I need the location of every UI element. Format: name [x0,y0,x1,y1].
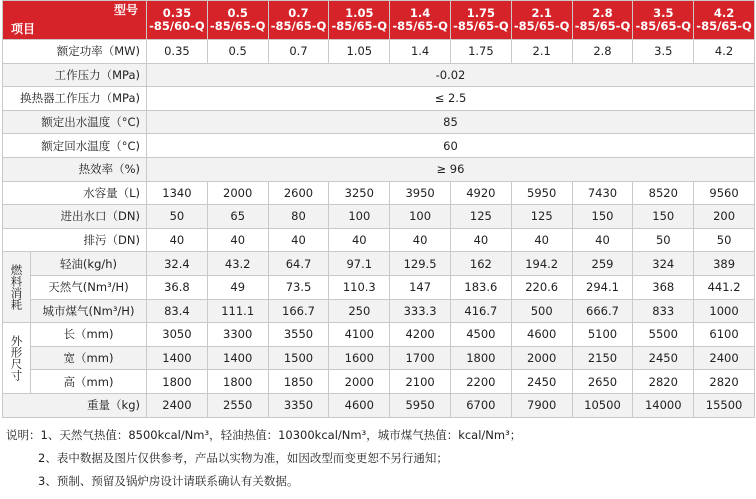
row-inlet-outlet [3,205,755,229]
cell: 50 [147,205,208,229]
cell: 389 [694,252,755,276]
cell: 0.35 [147,40,208,64]
row-label: 工作压力（MPa) [3,63,147,87]
cell: 7430 [572,181,633,205]
row-light-oil [3,252,755,276]
cell: 2650 [572,370,633,394]
row-label: 水容量（L) [3,181,147,205]
note-1: 说明：1、天然气热值：8500kcal/Nm³，轻油热值：10300kcal/Nm³，城市煤气热值：kcal/Nm³； [6,427,522,442]
cell: 259 [572,252,633,276]
cell: 125 [450,205,511,229]
cell: 2450 [511,370,572,394]
cell: 1800 [147,370,208,394]
cell: 1400 [147,346,208,370]
cell: 110.3 [329,275,390,299]
cell: 1000 [694,299,755,323]
cell: 194.2 [511,252,572,276]
cell: 3050 [147,323,208,347]
row-label: 城市煤气(Nm³/H) [31,299,147,323]
cell: 324 [633,252,694,276]
note-3: 3、预制、预留及锅炉房设计请联系确认有关数据。 [38,473,299,488]
model-column-header: 1.75 -85/65-Q [450,1,511,40]
model-column-header: 1.05 -85/65-Q [329,1,390,40]
row-width [3,346,755,370]
row-label: 高（mm) [31,370,147,394]
cell: 36.8 [147,275,208,299]
cell: 3550 [268,323,329,347]
cell: 200 [694,205,755,229]
cell: 166.7 [268,299,329,323]
cell: 83.4 [147,299,208,323]
cell: 40 [207,228,268,252]
cell: 40 [268,228,329,252]
cell: 333.3 [390,299,451,323]
cell: 4500 [450,323,511,347]
model-header-label: 型号 [113,3,138,17]
item-header-label: 项目 [11,22,36,36]
cell: 368 [633,275,694,299]
cell: 43.2 [207,252,268,276]
cell: 220.6 [511,275,572,299]
merged-cell: ≥ 96 [147,157,755,181]
cell: 150 [633,205,694,229]
cell: 1800 [450,346,511,370]
cell: 2100 [390,370,451,394]
merged-cell: 60 [147,134,755,158]
cell: 0.5 [207,40,268,64]
cell: 250 [329,299,390,323]
fuel-group-label: 燃料消耗 [3,252,31,323]
cell: 4100 [329,323,390,347]
row-work-pressure [3,63,755,87]
row-city-gas [3,299,755,323]
cell: 1700 [390,346,451,370]
cell: 9560 [694,181,755,205]
model-column-header: 4.2 -85/65-Q [694,1,755,40]
cell: 3.5 [633,40,694,64]
row-label: 宽（mm) [31,346,147,370]
row-label: 排污（DN) [3,228,147,252]
cell: 2000 [329,370,390,394]
row-label: 天然气(Nm³/H) [31,275,147,299]
model-column-header: 2.8 -85/65-Q [572,1,633,40]
cell: 4600 [329,393,390,417]
cell: 40 [572,228,633,252]
cell: 2400 [694,346,755,370]
cell: 40 [511,228,572,252]
row-label: 额定功率（MW) [3,40,147,64]
cell: 500 [511,299,572,323]
cell: 1.75 [450,40,511,64]
cell: 1.05 [329,40,390,64]
model-column-header: 0.7 -85/65-Q [268,1,329,40]
row-hx-pressure [3,87,755,111]
cell: 0.7 [268,40,329,64]
cell: 3250 [329,181,390,205]
row-height [3,370,755,394]
cell: 5950 [390,393,451,417]
cell: 7900 [511,393,572,417]
cell: 147 [390,275,451,299]
row-rated-power [3,40,755,64]
header-row [3,1,755,40]
cell: 80 [268,205,329,229]
spec-table [2,0,755,418]
cell: 183.6 [450,275,511,299]
row-length [3,323,755,347]
cell: 1400 [207,346,268,370]
notes-section [6,424,756,493]
row-efficiency [3,157,755,181]
cell: 10500 [572,393,633,417]
cell: 833 [633,299,694,323]
row-drain [3,228,755,252]
cell: 4920 [450,181,511,205]
cell: 441.2 [694,275,755,299]
cell: 2820 [694,370,755,394]
cell: 100 [329,205,390,229]
row-water-capacity [3,181,755,205]
cell: 2000 [511,346,572,370]
cell: 1600 [329,346,390,370]
cell: 666.7 [572,299,633,323]
note-2: 2、表中数据及图片仅供参考，产品以实物为准，如因改型而变更恕不另行通知； [38,450,448,465]
row-label: 重量（kg) [3,393,147,417]
size-group-label: 外形尺寸 [3,323,31,394]
row-label: 换热器工作压力（MPa) [3,87,147,111]
cell: 2550 [207,393,268,417]
cell: 50 [633,228,694,252]
cell: 2450 [633,346,694,370]
cell: 1.4 [390,40,451,64]
cell: 73.5 [268,275,329,299]
cell: 294.1 [572,275,633,299]
row-label: 额定出水温度（°C) [3,110,147,134]
cell: 2400 [147,393,208,417]
row-label: 进出水口（DN) [3,205,147,229]
model-column-header: 2.1 -85/65-Q [511,1,572,40]
cell: 2.1 [511,40,572,64]
cell: 15500 [694,393,755,417]
cell: 2600 [268,181,329,205]
cell: 5500 [633,323,694,347]
cell: 40 [450,228,511,252]
cell: 5950 [511,181,572,205]
cell: 2150 [572,346,633,370]
model-column-header: 1.4 -85/65-Q [390,1,451,40]
merged-cell: ≤ 2.5 [147,87,755,111]
cell: 1500 [268,346,329,370]
cell: 4600 [511,323,572,347]
row-label: 轻油(kg/h) [31,252,147,276]
cell: 3950 [390,181,451,205]
cell: 162 [450,252,511,276]
cell: 8520 [633,181,694,205]
cell: 2000 [207,181,268,205]
row-natural-gas [3,275,755,299]
cell: 40 [329,228,390,252]
cell: 4.2 [694,40,755,64]
cell: 3350 [268,393,329,417]
cell: 6700 [450,393,511,417]
cell: 50 [694,228,755,252]
model-column-header: 0.5 -85/65-Q [207,1,268,40]
cell: 150 [572,205,633,229]
row-outlet-temp [3,110,755,134]
cell: 1340 [147,181,208,205]
cell: 64.7 [268,252,329,276]
cell: 2200 [450,370,511,394]
row-label: 热效率（%) [3,157,147,181]
model-column-header: 3.5 -85/65-Q [633,1,694,40]
cell: 129.5 [390,252,451,276]
cell: 97.1 [329,252,390,276]
cell: 2.8 [572,40,633,64]
cell: 5100 [572,323,633,347]
cell: 4200 [390,323,451,347]
cell: 14000 [633,393,694,417]
cell: 1850 [268,370,329,394]
cell: 100 [390,205,451,229]
row-label: 额定回水温度（°C) [3,134,147,158]
cell: 65 [207,205,268,229]
cell: 32.4 [147,252,208,276]
row-return-temp [3,134,755,158]
cell: 40 [147,228,208,252]
cell: 416.7 [450,299,511,323]
cell: 125 [511,205,572,229]
merged-cell: -0.02 [147,63,755,87]
cell: 6100 [694,323,755,347]
row-weight [3,393,755,417]
cell: 1800 [207,370,268,394]
cell: 40 [390,228,451,252]
cell: 2820 [633,370,694,394]
model-column-header: 0.35 -85/60-Q [147,1,208,40]
cell: 49 [207,275,268,299]
row-label: 长（mm) [31,323,147,347]
header-corner [3,1,147,40]
cell: 3300 [207,323,268,347]
cell: 111.1 [207,299,268,323]
merged-cell: 85 [147,110,755,134]
